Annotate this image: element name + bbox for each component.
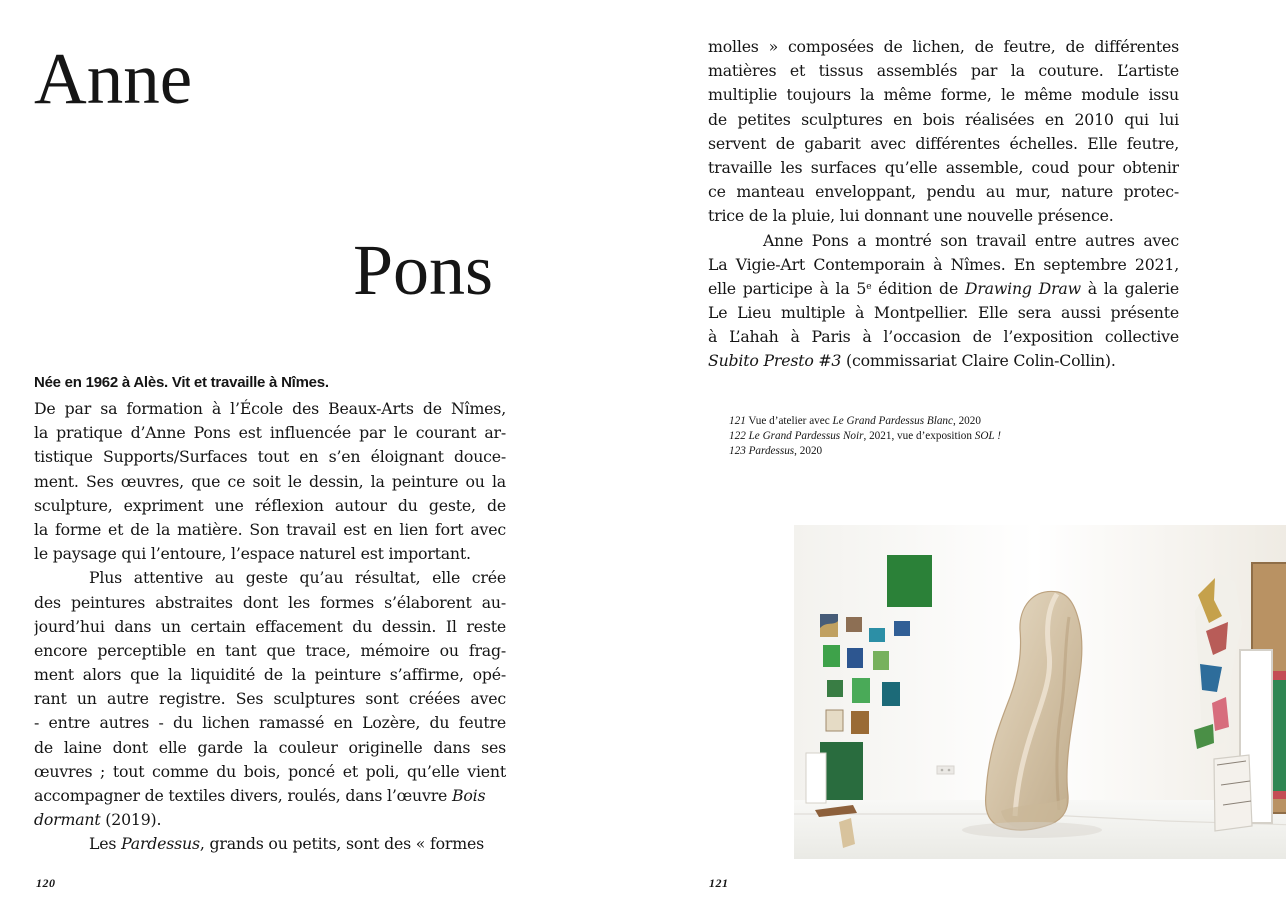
italic-work-title: dormant xyxy=(34,810,101,830)
large-green-painting xyxy=(887,555,932,607)
body-line: Plus attentive au geste qu’au résultat, elle crée xyxy=(89,568,506,588)
title-first-name: Anne xyxy=(34,38,193,119)
body-line: la pratique d’Anne Pons est influencée par le courant ar- xyxy=(34,423,506,443)
body-line: tistique Supports/Surfaces tout en s’en éloignant douce- xyxy=(34,447,506,467)
body-line: Anne Pons a montré son travail entre autres avec xyxy=(763,230,1179,250)
sculpture-floor-shadow xyxy=(962,822,1102,838)
small-painting xyxy=(846,617,862,632)
body-line: servent de gabarit avec différentes échelles. Elle feutre, xyxy=(708,133,1179,153)
right-page-number: 121 xyxy=(709,876,729,890)
artist-kicker: Née en 1962 à Alès. Vit et travaille à Nîmes. xyxy=(34,374,329,391)
leaning-panel xyxy=(806,753,826,803)
body-line-text: à la galerie xyxy=(1080,278,1179,298)
body-line-with-italic-title xyxy=(708,349,1179,373)
body-line: travaille les surfaces qu’elle assemble, coud pour obtenir xyxy=(708,157,1179,177)
collage-fragment xyxy=(1212,697,1229,731)
body-line: œuvres ; tout comme du bois, poncé et poli, qu’elle vient xyxy=(34,761,506,781)
small-painting xyxy=(827,680,843,697)
caption-line xyxy=(729,429,1149,444)
studio-photo xyxy=(794,525,1286,859)
body-line: trice de la pluie, lui donnant une nouvelle présence. xyxy=(708,206,1114,226)
caption-work-title: Le Grand Pardessus Blanc xyxy=(832,415,953,427)
italic-exhibition-title: Subito Presto #3 xyxy=(708,351,842,371)
body-line: à L’ahah à Paris à l’occasion de l’exposition collective xyxy=(708,327,1179,347)
body-line: la forme et de la matière. Son travail est en lien fort avec xyxy=(34,519,506,539)
body-line: ce manteau enveloppant, pendu au mur, nature protec- xyxy=(708,182,1179,202)
small-painting xyxy=(851,711,869,734)
body-line: de laine dont elle garde la couleur originelle dans ses xyxy=(34,737,506,757)
italic-work-title: Pardessus xyxy=(121,834,200,854)
caption-number: 122 xyxy=(729,430,746,442)
body-line: multiplie toujours la même forme, le même module issu xyxy=(708,85,1179,105)
socket-hole xyxy=(941,769,944,772)
small-painting xyxy=(869,628,885,642)
body-line: ment alors que la liquidité de la peinture s’affirme, opé- xyxy=(34,665,506,685)
body-line-with-italic-title xyxy=(34,808,506,832)
body-line-text: (2019). xyxy=(100,810,162,830)
body-line: rant un autre registre. Ses sculptures sont créées avec xyxy=(34,689,506,709)
caption-work-title: Pardessus xyxy=(748,445,795,457)
caption-text: , 2021, vue d’exposition xyxy=(863,430,975,442)
superscript-edition-marker: e xyxy=(866,281,872,292)
caption-text: , 2020 xyxy=(952,415,981,427)
body-line: Le Lieu multiple à Montpellier. Elle sera aussi présente xyxy=(708,303,1179,323)
body-line-text: elle participe à la 5 xyxy=(708,278,867,298)
studio-photo-icon xyxy=(794,525,1286,859)
small-painting xyxy=(852,678,870,703)
caption-text: Vue d’atelier avec xyxy=(745,415,833,427)
small-painting xyxy=(882,682,900,706)
body-line: des peintures abstraites dont les formes s’élaborent au- xyxy=(34,592,506,612)
body-line-with-italic-title xyxy=(708,277,1179,301)
caption-work-title: Le Grand Pardessus Noir xyxy=(748,430,864,442)
body-line: de petites sculptures en bois réalisées en 2010 qui lui xyxy=(708,109,1179,129)
caption-number: 121 xyxy=(729,415,746,427)
right-page xyxy=(643,0,1286,912)
body-line: sculpture, expriment une réflexion autour du geste, de xyxy=(34,495,506,515)
body-line-with-italic-title xyxy=(34,784,506,808)
body-line: jourd’hui dans un certain effacement du dessin. Il reste xyxy=(34,616,506,636)
right-body-text xyxy=(708,35,1179,375)
body-line-with-italic-title xyxy=(34,832,506,856)
italic-work-title: Bois xyxy=(451,786,486,805)
body-line: matières et tissus assemblés par la couture. L’artiste xyxy=(708,61,1179,81)
body-line: De par sa formation à l’École des Beaux-Arts de Nîmes, xyxy=(34,399,506,418)
caption-line xyxy=(729,444,1149,459)
small-painting xyxy=(873,651,889,670)
small-painting xyxy=(826,710,843,731)
small-painting xyxy=(894,621,910,636)
body-line: le paysage qui l’entoure, l’espace naturel est important. xyxy=(34,544,471,564)
body-line-text: Les xyxy=(89,834,122,854)
leaning-frame xyxy=(1214,755,1252,831)
body-line-text: (commissariat Claire Colin-Collin). xyxy=(841,351,1116,371)
caption-number: 123 xyxy=(729,445,746,457)
body-line: ment. Ses œuvres, que ce soit le dessin, la peinture ou la xyxy=(34,471,506,491)
body-line-text: , grands ou petits, sont des « formes xyxy=(199,834,485,854)
body-line: encore perceptible en tant que trace, mémoire ou frag- xyxy=(34,640,506,660)
small-painting xyxy=(823,645,840,667)
socket-hole xyxy=(948,769,951,772)
left-body-text xyxy=(34,397,506,854)
body-line-text: édition de xyxy=(871,278,965,298)
body-line: - entre autres - du lichen ramassé en Lozère, du feutre xyxy=(34,713,506,733)
small-painting xyxy=(847,648,863,668)
italic-event-title: Drawing Draw xyxy=(964,278,1081,298)
wall-socket xyxy=(937,766,954,774)
body-line: molles » composées de lichen, de feutre, de différentes xyxy=(708,37,1179,56)
caption-line xyxy=(729,414,1149,429)
caption-exhibition-title: SOL ! xyxy=(974,430,1001,442)
caption-text: , 2020 xyxy=(794,445,823,457)
title-last-name: Pons xyxy=(353,230,494,310)
body-line: La Vigie-Art Contemporain à Nîmes. En septembre 2021, xyxy=(708,254,1179,274)
body-line-text: accompagner de textiles divers, roulés, dans l’œuvre xyxy=(34,786,448,805)
left-page-number: 120 xyxy=(36,876,56,890)
image-captions xyxy=(729,414,1149,459)
